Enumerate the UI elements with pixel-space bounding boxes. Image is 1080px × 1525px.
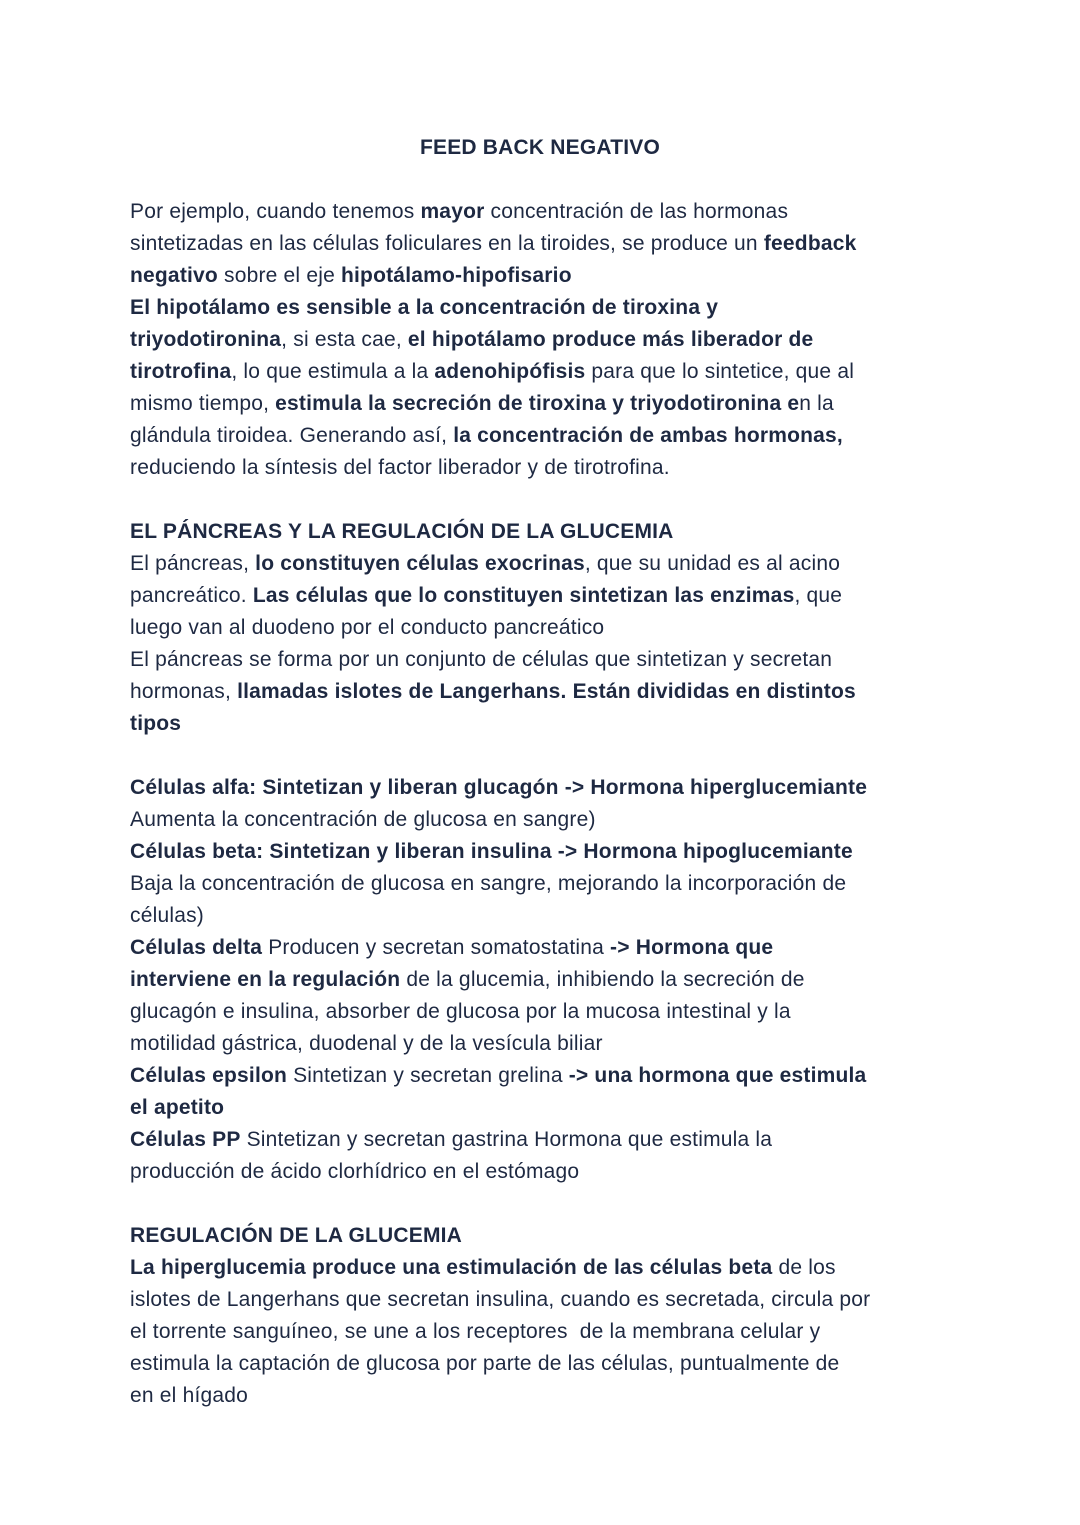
- text-line: [130, 324, 950, 356]
- paragraph-pancreas: [130, 516, 950, 740]
- text-line: [130, 708, 950, 740]
- text-run: , si esta cae,: [281, 328, 408, 351]
- text-run: el torrente sanguíneo, se une a los receptores de la membrana celular y: [130, 1320, 821, 1343]
- text-run: de la glucemia, inhibiendo la secreción de: [400, 968, 805, 991]
- text-run: , que: [794, 584, 843, 607]
- text-line: [130, 580, 950, 612]
- text-line: [130, 420, 950, 452]
- text-run: , lo que estimula a la: [231, 360, 435, 383]
- text-line: [130, 868, 950, 900]
- text-line: [130, 228, 950, 260]
- bold-text-run: mayor: [420, 200, 485, 223]
- text-line: [130, 772, 950, 804]
- document-body: [130, 196, 950, 1412]
- bold-text-run: el hipotálamo produce más liberador de: [407, 328, 814, 351]
- text-run: concentración de las hormonas: [484, 200, 789, 223]
- bold-text-run: Células alfa: Sintetizan y liberan glucagón -> Hormona hiperglucemiante: [130, 776, 868, 799]
- text-line: [130, 1060, 950, 1092]
- paragraph-feedback-negativo: [130, 196, 950, 484]
- text-line: [130, 932, 950, 964]
- bold-text-run: Células epsilon: [130, 1064, 288, 1087]
- text-line: [130, 996, 950, 1028]
- bold-text-run: llamadas islotes de Langerhans. Están divididas en distintos: [237, 680, 856, 703]
- text-line: [130, 612, 950, 644]
- text-line: [130, 676, 950, 708]
- text-run: , que su unidad es al acino: [584, 552, 841, 575]
- text-run: pancreático.: [130, 584, 253, 607]
- text-line: [130, 1348, 950, 1380]
- bold-text-run: El hipotálamo es sensible a la concentración de tiroxina y: [130, 296, 719, 319]
- text-run: de los: [772, 1256, 836, 1279]
- bold-text-run: EL PÁNCREAS Y LA REGULACIÓN DE LA GLUCEMIA: [130, 520, 674, 543]
- text-line: [130, 356, 950, 388]
- text-line: [130, 1284, 950, 1316]
- bold-text-run: feedback: [763, 232, 857, 255]
- text-run: producción de ácido clorhídrico en el estómago: [130, 1160, 580, 1183]
- text-run: luego van al duodeno por el conducto pancreático: [130, 616, 605, 639]
- bold-text-run: triyodotironina: [130, 328, 282, 351]
- bold-text-run: tirotrofina: [130, 360, 232, 383]
- bold-text-run: REGULACIÓN DE LA GLUCEMIA: [130, 1224, 463, 1247]
- text-run: mismo tiempo,: [130, 392, 276, 415]
- text-line: [130, 1380, 950, 1412]
- text-run: motilidad gástrica, duodenal y de la vesícula biliar: [130, 1032, 603, 1055]
- text-run: islotes de Langerhans que secretan insulina, cuando es secretada, circula por: [130, 1288, 871, 1311]
- document-title: FEED BACK NEGATIVO: [419, 136, 661, 159]
- text-run: sintetizadas en las células foliculares en la tiroides, se produce un: [130, 232, 764, 255]
- text-line: [130, 548, 950, 580]
- text-run: para que lo sintetice, que al: [585, 360, 855, 383]
- bold-text-run: tipos: [130, 712, 182, 735]
- text-line: [130, 644, 950, 676]
- text-line: [130, 196, 950, 228]
- text-line: [130, 260, 950, 292]
- text-run: Por ejemplo, cuando tenemos: [130, 200, 421, 223]
- bold-text-run: negativo: [130, 264, 218, 287]
- bold-text-run: Las células que lo constituyen sintetizan las enzimas: [252, 584, 795, 607]
- text-line: [130, 900, 950, 932]
- text-line: [130, 292, 950, 324]
- text-run: sobre el eje: [217, 264, 341, 287]
- bold-text-run: la concentración de ambas hormonas,: [453, 424, 843, 447]
- text-line: [130, 1124, 950, 1156]
- bold-text-run: -> una hormona que estimula: [568, 1064, 867, 1087]
- text-line: [130, 804, 950, 836]
- bold-text-run: hipotálamo-hipofisario: [341, 264, 572, 287]
- text-run: hormonas,: [130, 680, 238, 703]
- text-run: glándula tiroidea. Generando así,: [130, 424, 454, 447]
- text-line: [130, 964, 950, 996]
- text-line: [130, 452, 950, 484]
- bold-text-run: Células beta: Sintetizan y liberan insulina -> Hormona hipoglucemiante: [130, 840, 853, 863]
- text-run: Aumenta la concentración de glucosa en sangre): [130, 808, 596, 831]
- text-run: Producen y secretan somatostatina: [262, 936, 611, 959]
- text-run: Sintetizan y secretan grelina: [287, 1064, 569, 1087]
- text-line: [130, 516, 950, 548]
- paragraph-tipos-celulas: [130, 772, 950, 1188]
- text-run: células): [130, 904, 204, 927]
- bold-text-run: adenohipófisis: [434, 360, 586, 383]
- text-run: n la: [799, 392, 834, 415]
- bold-text-run: lo constituyen células exocrinas: [255, 552, 585, 575]
- text-run: Sintetizan y secretan gastrina Hormona que estimula la: [240, 1128, 773, 1151]
- text-line: [130, 1220, 950, 1252]
- bold-text-run: interviene en la regulación: [130, 968, 401, 991]
- text-run: reduciendo la síntesis del factor liberador y de tirotrofina.: [130, 456, 670, 479]
- bold-text-run: el apetito: [130, 1096, 225, 1119]
- text-run: Baja la concentración de glucosa en sangre, mejorando la incorporación de: [130, 872, 847, 895]
- text-line: [130, 1028, 950, 1060]
- bold-text-run: Células PP: [130, 1128, 241, 1151]
- text-line: [130, 1156, 950, 1188]
- paragraph-regulacion-glucemia: [130, 1220, 950, 1412]
- text-run: en el hígado: [130, 1384, 249, 1407]
- bold-text-run: Células delta: [130, 936, 263, 959]
- bold-text-run: estimula la secreción de tiroxina y triyodotironina e: [275, 392, 800, 415]
- text-line: [130, 836, 950, 868]
- text-run: El páncreas,: [130, 552, 256, 575]
- text-run: estimula la captación de glucosa por parte de las células, puntualmente de: [130, 1352, 840, 1375]
- text-line: [130, 1252, 950, 1284]
- bold-text-run: La hiperglucemia produce una estimulación de las células beta: [130, 1256, 773, 1279]
- text-line: [130, 1092, 950, 1124]
- text-line: [130, 1316, 950, 1348]
- text-line: [130, 388, 950, 420]
- text-run: glucagón e insulina, absorber de glucosa por la mucosa intestinal y la: [130, 1000, 791, 1023]
- text-run: El páncreas se forma por un conjunto de células que sintetizan y secretan: [130, 648, 833, 671]
- bold-text-run: -> Hormona que: [610, 936, 774, 959]
